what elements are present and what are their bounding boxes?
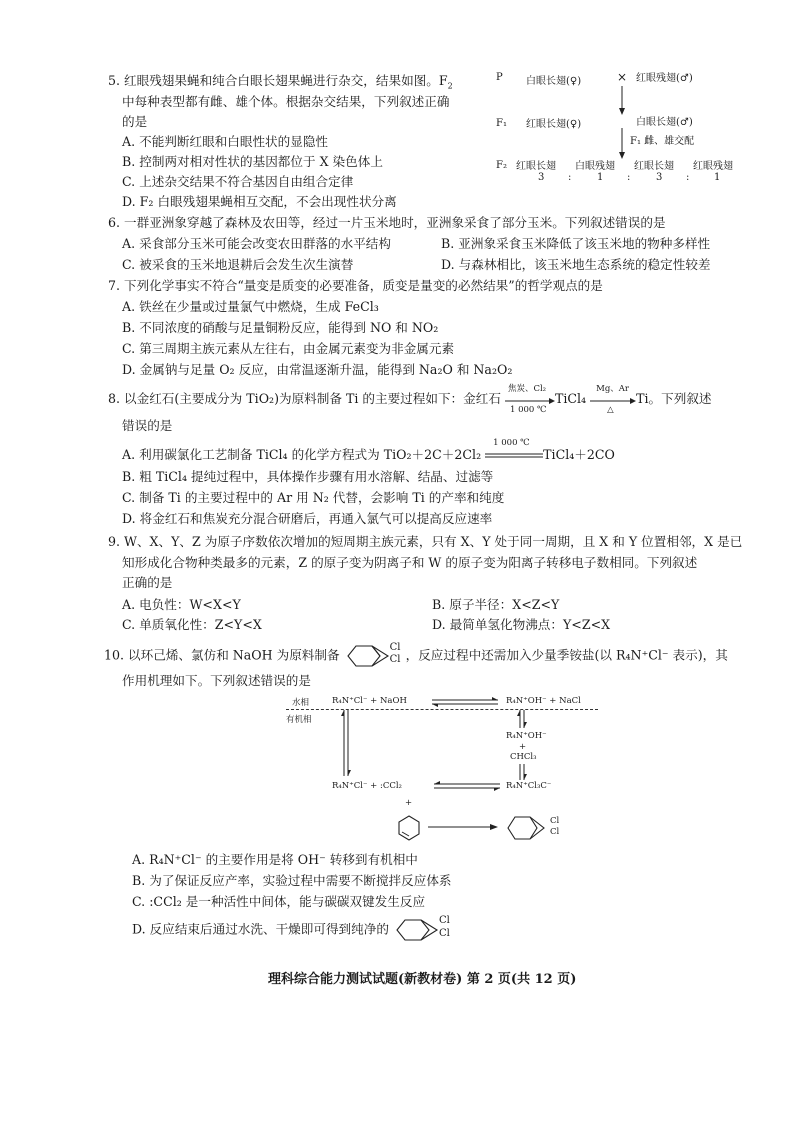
q5-option-c: C. 上述杂交结果不符合基因自由组合定律	[122, 174, 354, 189]
q8-arrow1-top: 焦炭、Cl₂	[507, 383, 547, 394]
scheme-right-b: CHCl₃	[510, 752, 537, 762]
reaction-arrow	[428, 823, 498, 831]
q8-option-a-part2: TiCl₄＋2CO	[543, 447, 615, 462]
q6-stem: 6. 一群亚洲象穿越了森林及农田等，经过一片玉米地时，亚洲象采食了部分玉米。下列叙述错误的是	[108, 215, 666, 230]
equilibrium-arrow-left	[340, 708, 352, 778]
cross-p-female: 白眼长翅(♀)	[526, 76, 582, 87]
q5-stem-line3: 的是	[122, 114, 148, 129]
q9-stem-line1: 9. W、X、Y、Z 为原子序数依次增加的短周期主族元素，只有 X、Y 处于同一周期，且 X 和 Y 位置相邻，X 是已	[108, 534, 743, 549]
scheme-top-left: R₄N⁺Cl⁻ + NaOH	[332, 696, 407, 706]
arrow-p-to-f1	[616, 86, 628, 116]
cross-f1-female: 红眼长翅(♀)	[526, 119, 582, 130]
phase-boundary	[286, 709, 598, 710]
q5-option-a: A. 不能判断红眼和白眼性状的显隐性	[122, 134, 329, 149]
cross-f2-label: F₂	[496, 160, 507, 171]
q5-option-d: D. F₂ 白眼残翅果蝇相互交配，不会出现性状分离	[122, 194, 397, 209]
q7-option-c: C. 第三周期主族元素从左往右，由金属元素变为非金属元素	[122, 341, 455, 356]
q5-stem-line1: 5. 红眼残翅果蝇和纯合白眼长翅果蝇进行杂交，结果如图。$F_2$	[108, 73, 453, 91]
q8-stem-part-b: Ti。下列叙述	[636, 391, 712, 406]
equilibrium-arrow-right-lower	[516, 762, 528, 782]
arrow-f1-to-f2	[616, 128, 628, 160]
dichloro-bicycle-structure	[344, 643, 406, 669]
q7-option-b: B. 不同浓度的硝酸与足量铜粉反应，能得到 NO 和 NO₂	[122, 320, 439, 335]
ratio-value: 1	[714, 172, 721, 183]
q8-option-c: C. 制备 Ti 的主要过程中的 Ar 用 N₂ 代替，会影响 Ti 的产率和纯度	[122, 490, 505, 505]
cross-times: ×	[617, 70, 628, 84]
q8-arrow-1	[505, 383, 555, 415]
q8-stem-line2: 错误的是	[122, 418, 173, 433]
q7-option-d: D. 金属钠与足量 O₂ 反应，由常温逐渐升温，能得到 Na₂O 和 Na₂O₂	[122, 362, 513, 377]
equilibrium-arrow-top	[430, 696, 500, 708]
scheme-bottom-right: R₄N⁺Cl₃C⁻	[506, 781, 552, 791]
q10-stem-line2: 作用机理如下。下列叙述错误的是	[122, 673, 311, 688]
cross-f1-note: F₁ 雌、雄交配	[630, 136, 695, 147]
q5-stem-line2: 中每种表型都有雌、雄个体。根据杂交结果，下列叙述正确	[122, 94, 450, 109]
q6-option-c: C. 被采食的玉米地退耕后会发生次生演替	[122, 257, 354, 272]
q8-stem-part-a: 8. 以金红石(主要成分为 TiO₂)为原料制备 Ti 的主要过程如下：金红石	[108, 391, 501, 406]
ratio-colon: :	[627, 172, 631, 183]
q8-option-a	[122, 437, 615, 463]
q10-option-c: C. :CCl₂ 是一种活性中间体，能与碳碳双键发生反应	[132, 894, 426, 909]
q6-option-b: B. 亚洲象采食玉米降低了该玉米地的物种多样性	[441, 236, 711, 251]
q10-option-a: A. R₄N⁺Cl⁻ 的主要作用是将 OH⁻ 转移到有机相中	[132, 852, 418, 867]
q6-option-a: A. 采食部分玉米可能会改变农田群落的水平结构	[122, 236, 391, 251]
q9-option-d: D. 最简单氢化物沸点：Y<Z<X	[432, 617, 611, 632]
product-cl-label: Cl	[550, 816, 560, 826]
q8-arrow2-top: Mg、Ar	[596, 383, 629, 394]
cl-label: Cl	[389, 642, 401, 653]
ratio-value: 3	[538, 172, 545, 183]
q10-option-d	[132, 917, 455, 943]
scheme-plus: +	[519, 742, 527, 752]
cross-p-label: P	[496, 72, 503, 83]
q9-option-c: C. 单质氧化性：Z<Y<X	[122, 617, 262, 632]
cross-f2-phenotype: 红眼长翅	[516, 161, 556, 172]
q10-option-b: B. 为了保证反应产率，实验过程中需要不断搅拌反应体系	[132, 873, 452, 888]
cross-f2-phenotype: 红眼长翅	[634, 161, 674, 172]
q9-option-a: A. 电负性：W<X<Y	[122, 597, 241, 612]
cross-f2-phenotype: 白眼残翅	[575, 161, 615, 172]
q8-mid: TiCl₄	[554, 391, 587, 406]
q6-option-d: D. 与森林相比，该玉米地生态系统的稳定性较差	[441, 257, 711, 272]
scheme-plus-cyclohexene: +	[405, 798, 413, 808]
organic-phase-label: 有机相	[286, 715, 312, 725]
cross-f2-phenotype: 红眼残翅	[693, 161, 733, 172]
ratio-value: 1	[597, 172, 604, 183]
q5-option-b: B. 控制两对相对性状的基因都位于 X 染色体上	[122, 154, 383, 169]
cross-f1-male: 白眼长翅(♂)	[636, 117, 693, 128]
scheme-bottom-left: R₄N⁺Cl⁻ + :CCl₂	[332, 781, 402, 791]
q8-arrow2-bottom: △	[607, 404, 614, 415]
ratio-colon: :	[686, 172, 690, 183]
q8-equation-arrow	[485, 437, 543, 463]
q9-stem-line3: 正确的是	[122, 575, 173, 590]
q9-stem-line2: 知形成化合物种类最多的元素，Z 的原子变为阴离子和 W 的原子变为阳离子转移电子数相同。下列叙述	[122, 555, 698, 570]
water-phase-label: 水相	[292, 698, 310, 708]
ratio-value: 3	[656, 172, 663, 183]
q8-equation-condition: 1 000 ℃	[493, 437, 530, 448]
q10-stem-part-b: ，反应过程中还需加入少量季铵盐(以 R₄N⁺Cl⁻ 表示)，其	[405, 647, 728, 663]
q9-option-b: B. 原子半径：X<Z<Y	[432, 597, 560, 612]
q8-arrow1-bottom: 1 000 ℃	[509, 404, 547, 415]
cross-p-male: 红眼残翅(♂)	[636, 73, 693, 84]
q10-option-d-text: D. 反应结束后通过水洗、干燥即可得到纯净的	[132, 921, 389, 937]
cross-f1-label: F₁	[496, 118, 507, 129]
q7-stem: 7. 下列化学事实不符合“量变是质变的必要准备，质变是量变的必然结果”的哲学观点的是	[108, 278, 603, 293]
cl-label: Cl	[438, 915, 450, 926]
ratio-colon: :	[568, 172, 572, 183]
q7-option-a: A. 铁丝在少量或过量氯气中燃烧，生成 FeCl₃	[122, 299, 379, 314]
equilibrium-arrow-bottom	[432, 780, 502, 792]
scheme-right-a: R₄N⁺OH⁻	[506, 731, 547, 741]
q8-option-d: D. 将金红石和焦炭充分混合研磨后，再通入氯气可以提高反应速率	[122, 511, 493, 526]
dichloro-bicycle-structure	[393, 917, 455, 943]
page-footer: 理科综合能力测试试题(新教材卷) 第 2 页(共 12 页)	[268, 972, 577, 987]
product-cl-label: Cl	[550, 827, 560, 837]
cl-label: Cl	[438, 928, 450, 939]
equilibrium-arrow-right	[516, 708, 528, 730]
scheme-top-right: R₄N⁺OH⁻ + NaCl	[506, 696, 581, 706]
q8-stem-line1	[108, 383, 712, 415]
q10-stem-line1	[104, 643, 728, 669]
q10-stem-part-a: 10. 以环己烯、氯仿和 NaOH 为原料制备	[104, 647, 340, 663]
product-structure	[506, 814, 552, 842]
q8-arrow-2	[590, 383, 636, 415]
q8-option-b: B. 粗 TiCl₄ 提纯过程中，具体操作步骤有用水溶解、结晶、过滤等	[122, 469, 494, 484]
cl-label: Cl	[389, 654, 401, 665]
q8-option-a-part1: A. 利用碳氯化工艺制备 TiCl₄ 的化学方程式为 TiO₂＋2C＋2Cl₂	[122, 447, 482, 462]
cyclohexene-structure	[396, 814, 422, 842]
